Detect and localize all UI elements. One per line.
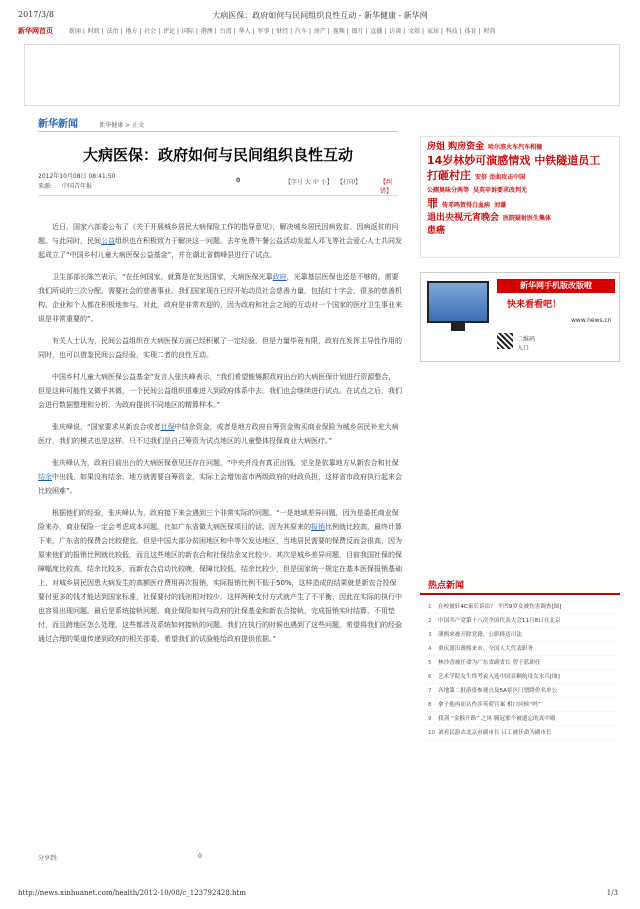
paragraph-text: 张庆峰说，“国家要求从新农合或者 [52, 423, 161, 431]
ad-line [427, 141, 613, 154]
print-date: 2017/3/8 [18, 10, 54, 19]
hot-news-item[interactable] [428, 628, 620, 642]
ad-headline-link[interactable]: 传邓鸣贺得白血病 [442, 202, 491, 209]
hot-news-rank: 2 [428, 618, 432, 624]
hot-news-item[interactable] [428, 600, 620, 614]
monitor-stand-icon [451, 323, 465, 331]
hot-news-link[interactable]: 重庆派出薄熙来市、全国人大代表职务 [438, 646, 534, 652]
print-doc-title: 大病医保：政府如何与民间组织良性互动 - 新华健康 - 新华网 [212, 11, 428, 20]
channel-logo[interactable]: 新华新闻 [38, 119, 78, 130]
paragraph-text: 组织也在积极致力于解决这一问题。去年免费午餐公益活动发起人邓飞等社会爱心人士共同发起成立了“中国乡村儿童大病医保公益基金”，并在湖北省鹤峰县进行了试点。 [38, 237, 402, 259]
hot-news-rank: 5 [428, 660, 432, 666]
hot-news-item[interactable] [428, 712, 620, 726]
article-paragraph [38, 456, 402, 498]
article-datetime: 2012年10月08日 08:41:50 [38, 173, 116, 180]
keyword-link[interactable]: 公益 [101, 237, 115, 245]
nav-item[interactable]: 文娱 | [408, 28, 426, 35]
nav-item[interactable]: 时尚 [483, 28, 496, 35]
article-paragraph [38, 334, 402, 362]
nav-item[interactable]: 社会 | [144, 28, 163, 35]
article-title: 大病医保：政府如何与民间组织良性互动 [82, 146, 353, 164]
channel-bar [38, 115, 398, 129]
ad-headline-link[interactable]: 吴英申诉要求改判无 [473, 187, 528, 194]
ad-line [427, 169, 613, 184]
keyword-link[interactable]: 社保 [160, 423, 175, 431]
hot-news-link[interactable]: 拿子他再而认作涉英荷官案 相口问候“妈” [438, 702, 541, 708]
article-tools [38, 177, 398, 195]
hot-news-link[interactable]: 刘看民游去北京市副市长 吕工被任命为副市长 [438, 730, 552, 736]
ad-line [427, 184, 613, 197]
page-url: http://news.xinhuanet.com/health/2012-10/08/c_123792428.htm [18, 889, 246, 897]
top-banner-ad[interactable] [24, 44, 620, 106]
hot-news-item[interactable] [428, 670, 620, 684]
nav-item[interactable]: 军事 | [257, 28, 276, 35]
print-footer [0, 889, 640, 901]
hot-news-item[interactable] [428, 684, 620, 698]
hot-news-item[interactable] [428, 698, 620, 712]
paragraph-text: 近日，国家六部委公布了《关于开展城乡居民大病保险工作的指导意见》，解决城乡居民因病致贫、因病返贫的问题。与此同时，民间 [38, 223, 399, 245]
article-paragraph [38, 506, 402, 646]
paragraph-text: 比例就比较高，最终计算下来，广东省的保费会比较便宜。但是中国大部分贫困地区和中等欠发达地区，当地居民需要的保费反而会很高，因为原来他们的报销比例就比较低，而且这些地区的新农合和社保结余又比较少。其次是城乡差异问题，目前我国社保的保障幅度比较高，结余比较多，而新农合启动比较晚，保障比较低，结余比较少，但是国家统一规定在基本医保报销基础上，对城乡居民因患大病发生的高额医疗费用再次报销，实际报销比例不低于50%，这样造成的结果就是新农合投保要付更多的钱才能达到国家标准，社保要付的钱则相对较少。这样两种支付方式就产生了不平衡，因此在实际的执行中也容易出现问题。最后是系统接轨问题，商业保险如何与政府的社保基金和新农合接轨，完成报销实时结算，不用垫付，而且跨地区怎么处理，这些都涉及系统如何接轨的问题。我们在执行的时候也遇到了这些问题，希望将我们的经验通过合理的渠道传递到政府的相关部委，希望我们的试验能给政府提供依据。” [38, 523, 402, 643]
nav-item[interactable]: 法治 | [106, 28, 125, 35]
paragraph-text: 中结余资金，或者是地方政府自筹资金购买商业保险为城乡居民补充大病医疗，我们的模式也是这样，只不过我们是自己筹资为试点地区的儿童整体投保商业大病医疗。” [38, 423, 399, 445]
hot-news-panel [420, 578, 620, 858]
hot-news-rank: 10 [428, 730, 436, 736]
breadcrumb[interactable]: 新华健康 > 正文 [99, 122, 145, 129]
print-button[interactable]: 【打印】 [337, 179, 362, 186]
nav-item[interactable]: 地方 | [125, 28, 144, 35]
hot-news-rank: 8 [428, 702, 432, 708]
monitor-icon [427, 281, 489, 323]
hot-news-rank: 7 [428, 688, 432, 694]
hot-news-link[interactable]: 在校被奸4C家长诉讼？ 平凹9岁女被伤害调查[图] [438, 604, 562, 610]
ad-subline: 快来看看吧！ [507, 300, 562, 310]
ad-line [427, 154, 613, 169]
hot-news-link[interactable]: 各地第二批游资参观点及5A景区门票降价名单公 [438, 688, 558, 694]
font-size-tool[interactable]: 【字号 大 中 小】 [285, 179, 333, 186]
nav-item[interactable]: 华人 | [238, 28, 257, 35]
top-navigation [18, 26, 622, 40]
qr-label: 二维码 入口 [517, 336, 536, 352]
ad-headline-link[interactable]: 刘谦 [494, 202, 507, 209]
mobile-app-ad[interactable] [420, 272, 620, 362]
nav-item[interactable]: 财经 | [276, 28, 295, 35]
ad-headline-link[interactable]: 打砸村庄 [427, 169, 471, 182]
qr-code-icon [497, 333, 513, 349]
hot-news-rank: 3 [428, 632, 432, 638]
keyword-link[interactable]: 结余 [38, 473, 52, 481]
hot-news-link[interactable]: 中国共产党第十八次全国代表大会11月8日在北京 [438, 618, 561, 624]
ad-headline-link[interactable]: 14岁林妙可演感情戏 [427, 154, 531, 167]
ad-headline-link[interactable]: 中铁隧道员工 [534, 154, 601, 167]
hot-news-link[interactable]: 我剑 “金猴开路” 之风 腾冠那个被遗忘的真中殿 [438, 716, 556, 722]
share-label: 分享到: [38, 855, 59, 862]
nav-item[interactable]: 评论 | [163, 28, 181, 35]
nav-item[interactable]: 家居 | [426, 28, 445, 35]
nav-item[interactable]: 国际 | [181, 28, 200, 35]
ad-headline-link[interactable]: 罪 [427, 197, 438, 210]
nav-item[interactable]: 直播 | [370, 28, 389, 35]
hot-news-rank: 6 [428, 674, 432, 680]
source-label: 来源: [38, 183, 53, 190]
share-row [38, 853, 202, 862]
comment-count: 0 [236, 177, 241, 184]
ad-headline-link[interactable]: 退出央视元宵晚会 [427, 213, 500, 223]
ad-headline-link[interactable]: 医院疑射医生集体 [503, 215, 552, 222]
hot-news-item[interactable] [428, 614, 620, 628]
ad-line [427, 225, 613, 238]
page-number: 1/3 [606, 889, 618, 897]
nav-item[interactable]: 新闻 | [68, 28, 87, 35]
nav-item[interactable]: 体育 | [464, 28, 483, 35]
keyword-link[interactable]: 政府 [272, 273, 287, 281]
ad-line [427, 212, 613, 225]
ad-headline-link[interactable]: 安倍 歪曲攻击中国 [475, 174, 526, 181]
headline-text-ad[interactable] [420, 136, 620, 258]
divider [420, 593, 620, 595]
hot-news-link[interactable]: 薄熙来被开除党籍、公职移送司法 [438, 632, 522, 638]
article-paragraph [38, 370, 402, 412]
nav-item[interactable]: 台湾 | [219, 28, 238, 35]
divider [38, 131, 398, 132]
hot-news-link[interactable]: 林沙香被任命为广东省副省长 曾于蓝卸任 [438, 660, 541, 666]
hot-news-item[interactable] [428, 726, 620, 740]
source-name[interactable]: 中国青年报 [62, 183, 93, 190]
ad-url: www.news.cn [571, 317, 612, 324]
article-body [38, 220, 402, 654]
ad-line [427, 197, 613, 212]
nav-item[interactable]: 访谈 | [389, 28, 408, 35]
nav-item[interactable]: 汽车 | [295, 28, 313, 35]
paragraph-text: ，光靠基层医保也还是不够的，需要我们所说的三次分配，需要社会的慈善事业。我们国家现在已经开始动员社会慈善力量，包括红十字会，很多的慈善机构、企业和个人都在积极地参与。对此，政府是非常欢迎的，因为政府和社会之间的互动对一个国家的医疗卫生事业来说是非常重要的”。 [38, 273, 402, 323]
article-paragraph [38, 270, 402, 326]
ad-headline-link[interactable]: 公厕臭味分两等 [427, 187, 470, 194]
hot-news-title: 热点新闻 [428, 581, 465, 591]
nav-home-link[interactable]: 新华网首页 [18, 27, 53, 35]
divider [38, 195, 398, 196]
ad-headline-link[interactable]: 患癌 [427, 226, 446, 236]
paragraph-text: 中出钱，如果没有结余，地方就需要自筹资金，实际上会增加省市两级政府的财政负担，这样省市政府执行起来会比较困难”。 [38, 473, 402, 495]
hot-news-rank: 4 [428, 646, 432, 652]
paragraph-text: 张庆峰认为，政府目前出台的大病医保意见还存在问题，“中央并没有真正出钱，完全是依靠地方从新农合和社保 [52, 459, 399, 467]
ad-headline-link[interactable]: 房姐 购房资金 [427, 142, 485, 152]
nav-item[interactable]: 视频 | [332, 28, 351, 35]
ad-headline: 新华网手机版改版啦 [497, 279, 615, 293]
nav-item[interactable]: 房产 | [313, 28, 332, 35]
paragraph-text: 卫生部部长陈竺表示，“在任何国家，就算是在发达国家，大病医保光靠 [52, 273, 273, 281]
ad-headline-link[interactable]: 哈尔滨火车汽车相撞 [488, 144, 543, 151]
hot-news-link[interactable]: 艺术学院女生终考袁入选中国首颗航母女水兵[图] [438, 674, 560, 680]
keyword-link[interactable]: 报销 [311, 523, 325, 531]
article-paragraph [38, 420, 402, 448]
paragraph-text: 中国乡村儿童大病医保公益基金”发言人张庆峰表示，“我们希望能够跟政府出台的大病医保计划进行资源整合，但是这种可能性又微乎其微，一个民间公益组织很难进入到政府体系中去。我们也会继续进行试点。在试点之后，我们会进行数据整理和分析，为政府提供不同地区的精算样本。” [38, 373, 402, 409]
nav-item[interactable]: 港澳 | [200, 28, 219, 35]
paragraph-text: 根据他们的经验，张庆峰认为，政府接下来会遇到三个非常实际的问题。“一是地域差异问题，因为是委托商业保险来办，商业保险一定会考虑成本问题。比如广东省做大病医保项目的话，因为其原来的 [38, 509, 399, 531]
hot-news-rank: 1 [428, 604, 432, 610]
article-paragraph [38, 220, 402, 262]
hot-news-rank: 9 [428, 716, 432, 722]
report-error-button[interactable]: 【纠错】 [380, 179, 393, 195]
paragraph-text: 有关人士认为，民间公益组织在大病医保方面已经积累了一定经验，但是力量毕竟有限，政府在发挥主导性作用的同时，也可以借鉴民间公益经验，实现二者的良性互动。 [38, 337, 402, 359]
hot-news-list [428, 600, 620, 740]
nav-item[interactable]: 时政 | [87, 28, 106, 35]
share-count: 0 [198, 853, 202, 860]
print-header [0, 10, 640, 22]
nav-item[interactable]: 科技 | [445, 28, 464, 35]
nav-item[interactable]: 图片 | [351, 28, 370, 35]
hot-news-item[interactable] [428, 656, 620, 670]
hot-news-item[interactable] [428, 642, 620, 656]
